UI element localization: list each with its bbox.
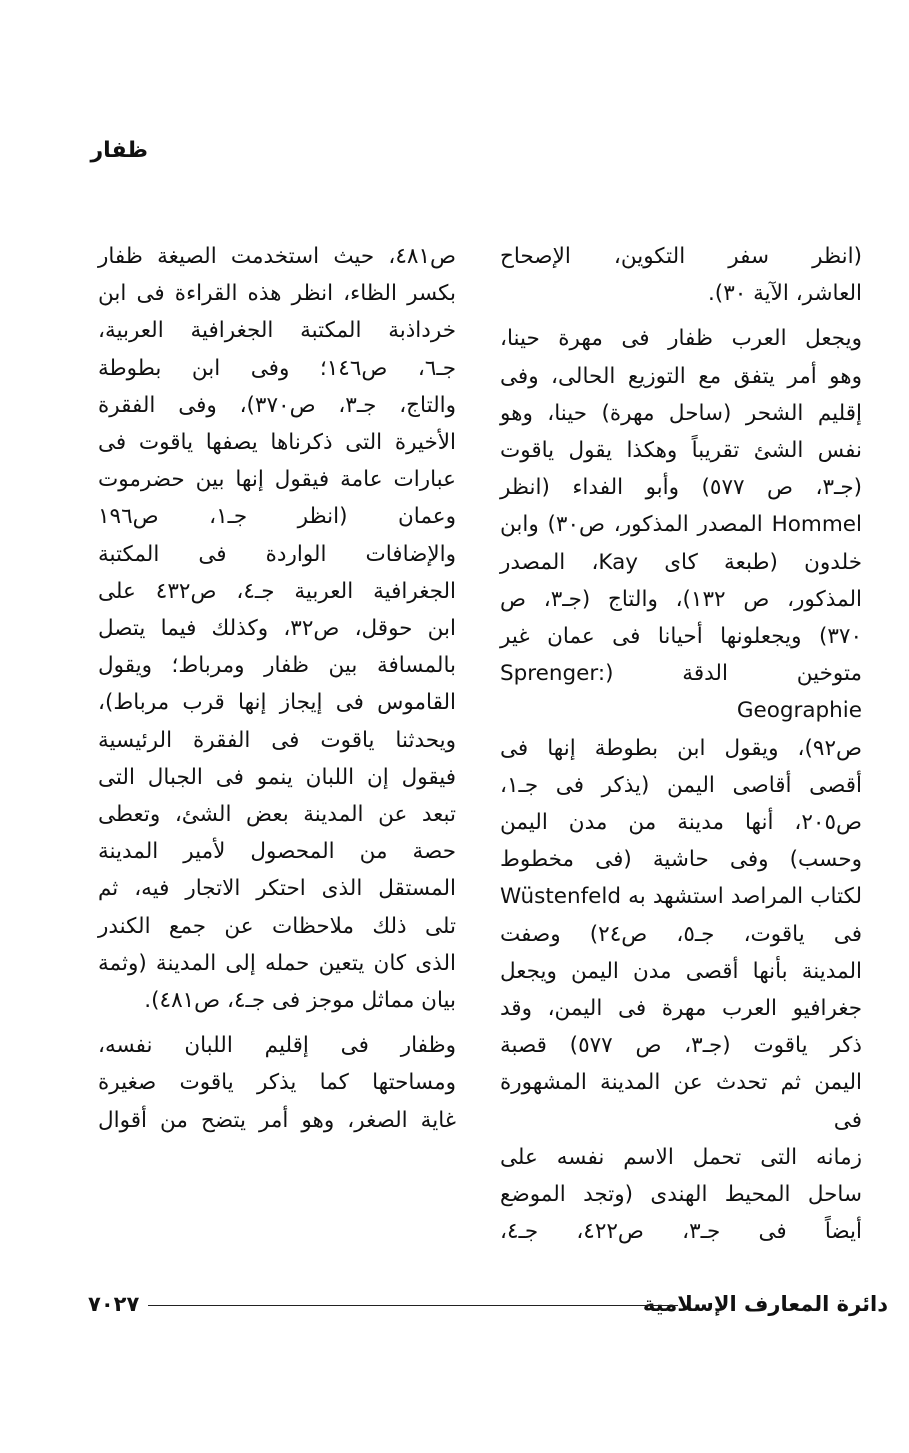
text-line: بكسر الظاء، انظر هذه القراءة فى ابن xyxy=(98,281,456,307)
text-line: جـ٦، ص١٤٦؛ وفى ابن بطوطة xyxy=(98,355,456,381)
text-line: وعمان (انظر جـ١، ص١٩٦ xyxy=(98,504,456,530)
text-line: لكتاب المراصد استشهد به Wüstenfeld xyxy=(500,884,862,910)
text-line: متوخين الدقة (Sprenger: Geographie xyxy=(500,661,862,724)
text-line: ويحدثنا ياقوت فى الفقرة الرئيسية xyxy=(98,727,456,753)
text-line: ابن حوقل، ص٣٢، وكذلك فيما يتصل xyxy=(98,616,456,642)
text-line: ويجعل العرب ظفار فى مهرة حينا، xyxy=(500,326,862,352)
text-line: الجغرافية العربية جـ٤، ص٤٣٢ على xyxy=(98,578,456,604)
text-line: ٣٧٠) ويجعلونها أحيانا فى عمان غير xyxy=(500,624,862,650)
text-line: نفس الشئ تقريباً وهكذا يقول ياقوت xyxy=(500,438,862,464)
text-line: بيان مماثل موجز فى جـ٤، ص٤٨١). xyxy=(144,988,456,1014)
text-line: ص٢٠٥، أنها مدينة من مدن اليمن xyxy=(500,810,862,836)
text-line: غاية الصغر، وهو أمر يتضح من أقوال xyxy=(98,1107,456,1133)
text-line: أقصى أقاصى اليمن (يذكر فى جـ١، xyxy=(500,772,862,798)
text-line: وظفار فى إقليم اللبان نفسه، xyxy=(98,1033,456,1059)
text-line: خلدون (طبعة كاى Kay، المصدر xyxy=(500,549,862,575)
text-line: اليمن ثم تحدث عن المدينة المشهورة فى xyxy=(500,1070,862,1133)
text-line: Hommel المصدر المذكور، ص٣٠) وابن xyxy=(500,512,862,538)
page-footer xyxy=(88,1288,888,1320)
text-line: ص٤٨١، حيث استخدمت الصيغة ظفار xyxy=(98,244,456,269)
text-line: ومساحتها كما يذكر ياقوت صغيرة xyxy=(98,1070,456,1096)
text-line: الذى كان يتعين حمله إلى المدينة (وثمة xyxy=(98,950,456,976)
text-line: الأخيرة التى ذكرناها يصفها ياقوت فى xyxy=(98,430,456,456)
text-line: تبعد عن المدينة بعض الشئ، وتعطى xyxy=(98,802,456,828)
text-line: أيضاً فى جـ٣، ص٤٢٢، جـ٤، xyxy=(500,1219,862,1245)
text-line: عبارات عامة فيقول إنها بين حضرموت xyxy=(98,467,456,493)
page-number: ٧٠٢٧ xyxy=(88,1292,140,1316)
text-line: بالمسافة بين ظفار ومرباط؛ ويقول xyxy=(98,653,456,679)
text-line: المذكور، ص ١٣٢)، والتاج (جـ٣، ص xyxy=(500,586,862,612)
text-line: المدينة بأنها أقصى مدن اليمن ويجعل xyxy=(500,958,862,984)
text-column-left xyxy=(98,238,456,1139)
text-line: فيقول إن اللبان ينمو فى الجبال التى xyxy=(98,764,456,790)
text-line: خرداذبة المكتبة الجغرافية العربية، xyxy=(98,318,456,344)
text-line: القاموس فى إيجاز إنها قرب مرباط)، xyxy=(98,690,456,716)
text-line: فى ياقوت، جـ٥، ص٢٤) وصفت xyxy=(500,921,862,947)
text-line: حصة من المحصول لأمير المدينة xyxy=(98,839,456,865)
text-line: وهو أمر يتفق مع التوزيع الحالى، وفى xyxy=(500,363,862,389)
running-head: ظفار xyxy=(90,138,148,163)
text-line: والتاج، جـ٣، ص٣٧٠)، وفى الفقرة xyxy=(98,392,457,418)
text-line: جغرافيو العرب مهرة فى اليمن، وقد xyxy=(500,996,862,1022)
text-line: إقليم الشحر (ساحل مهرة) حينا، وهو xyxy=(500,400,862,426)
text-line: (جـ٣، ص ٥٧٧) وأبو الفداء (انظر xyxy=(500,475,863,501)
text-line: ص٩٢)، ويقول ابن بطوطة إنها فى xyxy=(500,735,862,761)
footer-rule xyxy=(148,1305,678,1306)
text-line: تلى ذلك ملاحظات عن جمع الكندر xyxy=(98,913,456,939)
text-line: زمانه التى تحمل الاسم نفسه على xyxy=(500,1144,862,1170)
text-line: والإضافات الواردة فى المكتبة xyxy=(98,541,456,567)
footer-title: دائرة المعارف الإسلامية xyxy=(642,1292,888,1316)
text-line: العاشر، الآية ٣٠). xyxy=(707,281,862,307)
text-line: ساحل المحيط الهندى (وتجد الموضع xyxy=(500,1182,862,1208)
text-line: ذكر ياقوت (جـ٣، ص ٥٧٧) قصبة xyxy=(500,1033,862,1059)
text-line: المستقل الذى احتكر الاتجار فيه، ثم xyxy=(98,876,456,902)
text-line: (انظر سفر التكوين، الإصحاح xyxy=(500,244,862,269)
text-column-right xyxy=(500,238,862,1250)
text-line: وحسب) وفى حاشية (فى مخطوط xyxy=(500,847,862,873)
